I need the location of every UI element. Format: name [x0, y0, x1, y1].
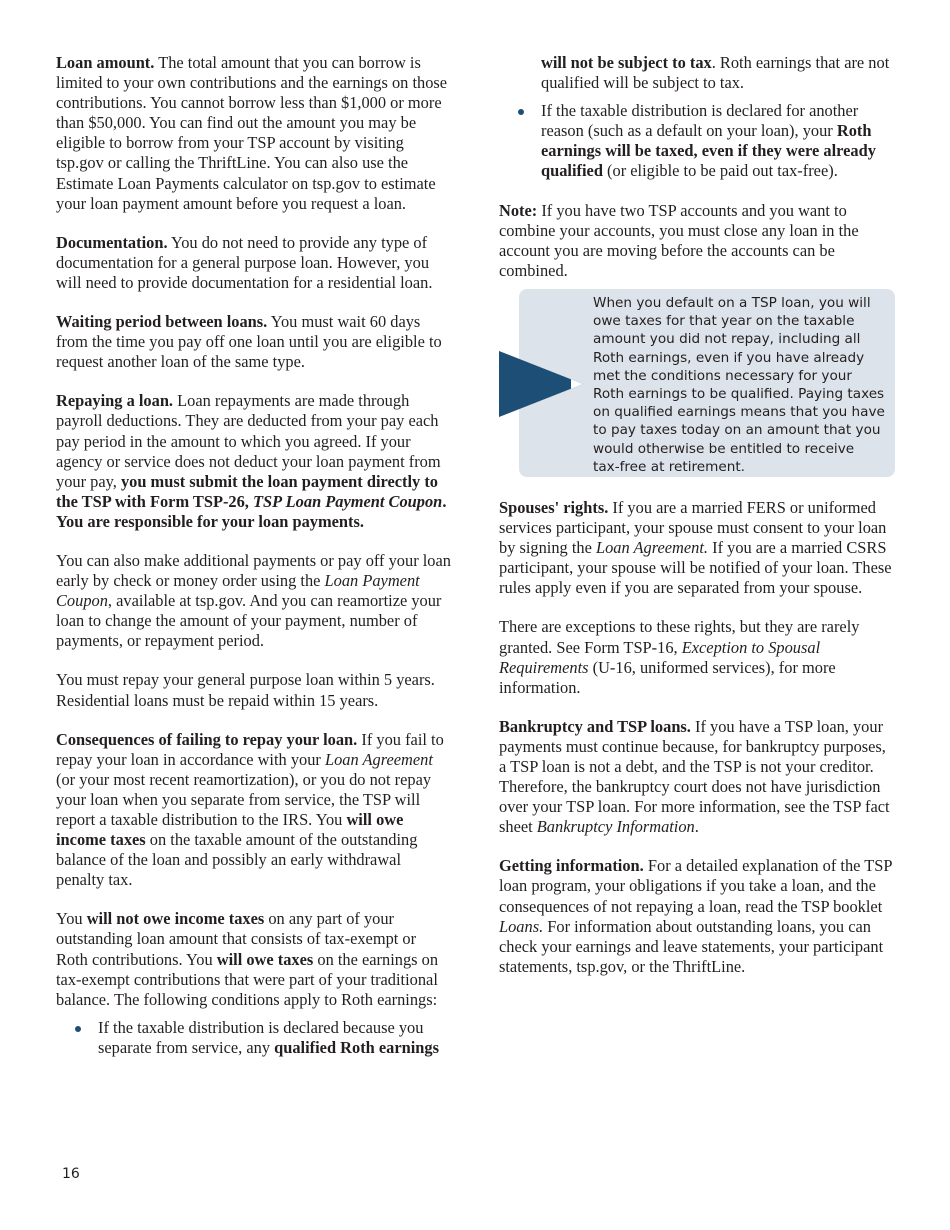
loan-agreement-title: Loan Agreement: [325, 749, 433, 769]
exceptions-text-1: There are exceptions to these rights, but they are rarely granted. See Form TSP-16,: [499, 617, 860, 657]
arrow-right-icon: [499, 351, 583, 417]
consequences-text-3: on the taxable amount of the outstanding balance of the loan and possibly an early withdrawal penalty tax.: [56, 830, 418, 890]
note-heading: Note:: [499, 200, 538, 220]
bankruptcy-paragraph: [499, 717, 895, 838]
list-item: [499, 101, 895, 181]
consequences-text-1: If you fail to repay your loan in accordance with your: [56, 729, 444, 769]
form-tsp16-title: Exception to Spousal Requirements: [499, 637, 821, 677]
list-item: [56, 1018, 452, 1058]
page-number: 16: [62, 1166, 80, 1182]
not-owe-text-2: on any part of your outstanding loan amount that consists of tax-exempt or Roth contributions. You: [56, 909, 417, 969]
spouses-rights-text-2: If you are a married CSRS participant, your spouse will be notified of your loan. These rules apply even if you are separated from your spouse.: [499, 538, 892, 598]
waiting-period-body: You must wait 60 days from the time you pay off one loan until you are eligible to request another loan of the same type.: [56, 312, 442, 372]
getting-information-heading: Getting information.: [499, 856, 644, 876]
consequences-text-2: (or your most recent reamortization), or you do not repay your loan when you separate from service, the TSP will report a taxable distribution to the IRS. You: [56, 769, 432, 829]
bullet-1-continuation: [499, 53, 895, 93]
roth-conditions-list-cont: [499, 101, 895, 181]
loan-agreement-title: Loan Agreement.: [596, 538, 708, 558]
not-owe-text-1: You: [56, 909, 83, 929]
loan-coupon-title: TSP Loan Payment Coupon: [253, 491, 443, 511]
documentation-body: You do not need to provide any type of documentation for a general purpose loan. However, you will need to provide documentation for a residential loan.: [56, 232, 433, 292]
exceptions-text-2: (U-16, uniformed services), for more information.: [499, 657, 836, 697]
getting-information-paragraph: [499, 856, 895, 977]
not-owe-paragraph: [56, 909, 452, 1009]
right-column: [499, 53, 895, 996]
bullet-2-text-1: If the taxable distribution is declared for another reason (such as a default on your loan), your: [541, 101, 859, 141]
documentation-heading: Documentation.: [56, 232, 168, 252]
repay-terms-paragraph: You must repay your general purpose loan within 5 years. Residential loans must be repaid within 15 years.: [56, 670, 435, 710]
owe-income-taxes-bold: will owe income taxes: [56, 810, 404, 850]
bullet-2-text-2: (or eligible to be paid out tax-free).: [607, 161, 838, 181]
not-owe-bold-1: will not owe income taxes: [86, 909, 265, 929]
roth-conditions-list: [56, 1018, 452, 1058]
additional-payments-text-2: , available at tsp.gov. And you can reamortize your loan to change the amount of your payment, number of payments, or repayment period.: [56, 591, 442, 651]
bullet-1-bold: qualified Roth earnings: [274, 1037, 439, 1057]
spouses-rights-heading: Spouses' rights.: [499, 497, 609, 517]
spouses-rights-text-1: If you are a married FERS or uniformed services participant, your spouse must consent to your loan by signing the: [499, 497, 887, 558]
waiting-period-heading: Waiting period between loans.: [56, 312, 268, 332]
additional-payments-paragraph: [56, 551, 452, 651]
bankruptcy-heading: Bankruptcy and TSP loans.: [499, 716, 691, 736]
repaying-paragraph: [56, 391, 452, 532]
loan-amount-body: The total amount that you can borrow is limited to your own contributions and the earnings on those contributions. You cannot borrow less than $1,000 or more than $50,000. You can find out the amount you may be eligible to borrow from your TSP account by visiting tsp.gov or calling the ThriftLine. You can also use the Estimate Loan Payments calculator on tsp.gov to estimate your loan payment amount before you request a loan.: [56, 53, 448, 213]
bullet-2-bold: Roth earnings will be taxed, even if they were already qualified: [541, 121, 876, 181]
repaying-bold-2: . You are responsible for your loan payments.: [56, 491, 447, 531]
documentation-paragraph: [56, 233, 452, 293]
repaying-heading: Repaying a loan.: [56, 391, 174, 411]
callout-text: When you default on a TSP loan, you will owe taxes for that year on the taxable amount you did not repay, including all Roth earnings, even if you have already met the conditions necessary for your Roth earnings to be qualified. Paying taxes on qualified earnings means that you have to pay taxes today on an amount that you would otherwise be entitled to receive tax-free at retirement.: [593, 294, 885, 475]
bullet-1-cont-text: . Roth earnings that are not qualified will be subject to tax.: [541, 53, 890, 93]
repaying-bold-1: you must submit the loan payment directly to the TSP with Form TSP-26,: [56, 471, 439, 511]
spouses-rights-paragraph: [499, 498, 895, 598]
not-owe-text-3: on the earnings on tax-exempt contributions that were part of your traditional balance. The following conditions apply to Roth earnings:: [56, 949, 439, 1009]
left-column: [56, 53, 452, 1067]
loan-payment-coupon-title: Loan Payment Coupon: [56, 571, 420, 611]
bullet-1-cont-bold: will not be subject to tax: [541, 53, 712, 72]
getting-information-text-2: For information about outstanding loans, you can check your earnings and leave statements, your participant statements, tsp.gov, or the ThriftLine.: [499, 916, 884, 976]
consequences-heading: Consequences of failing to repay your loan.: [56, 729, 358, 749]
exceptions-paragraph: [499, 617, 895, 697]
bullet-icon: [518, 109, 524, 115]
loans-booklet-title: Loans.: [499, 916, 544, 936]
note-body: If you have two TSP accounts and you want to combine your accounts, you must close any loan in the account you are moving before the accounts can be combined.: [499, 200, 859, 280]
loan-amount-paragraph: [56, 53, 452, 214]
bankruptcy-fact-sheet-title: Bankruptcy Information: [536, 817, 695, 837]
getting-information-text-1: For a detailed explanation of the TSP loan program, your obligations if you take a loan, and the consequences of not repaying a loan, read the TSP booklet: [499, 856, 892, 916]
note-paragraph: [499, 201, 895, 281]
bullet-icon: [75, 1026, 81, 1032]
waiting-period-paragraph: [56, 312, 452, 372]
bullet-1-text: If the taxable distribution is declared because you separate from service, any: [98, 1017, 424, 1057]
not-owe-bold-2: will owe taxes: [216, 949, 314, 969]
bankruptcy-text-1: If you have a TSP loan, your payments must continue because, for bankruptcy purposes, a TSP loan is not a debt, and the TSP is not your creditor. Therefore, the bankruptcy court does not have jurisdiction over your TSP loan. For more information, see the TSP fact sheet: [499, 716, 890, 837]
additional-payments-text-1: You can also make additional payments or pay off your loan early by check or money order using the: [56, 550, 451, 591]
bankruptcy-text-2: .: [694, 817, 699, 837]
repaying-body: Loan repayments are made through payroll deductions. They are deducted from your pay each pay period in the amount to which you agreed. If your agency or service does not deduct your loan payment from your pay,: [56, 391, 441, 491]
tax-callout-box: [499, 289, 895, 477]
consequences-paragraph: [56, 730, 452, 891]
loan-amount-heading: Loan amount.: [56, 53, 155, 72]
